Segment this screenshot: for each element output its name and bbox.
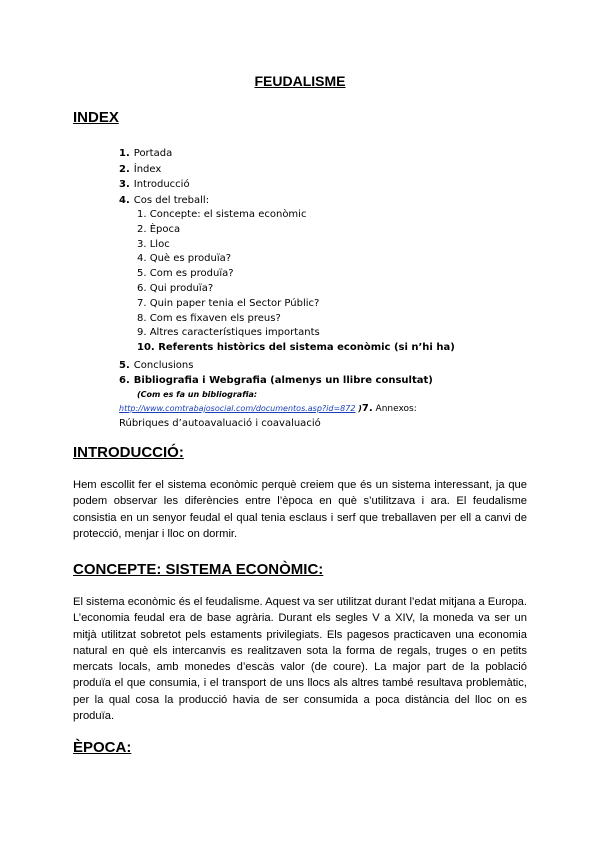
concept-heading: CONCEPTE: SISTEMA ECONÒMIC: xyxy=(73,561,324,578)
epoca-heading: ÈPOCA: xyxy=(73,739,132,756)
toc-item-7-num: 7. xyxy=(361,402,373,414)
document-title: FEUDALISME xyxy=(254,73,346,89)
toc-subitem: 8. Com es fixaven els preus? xyxy=(137,312,281,324)
toc-item: 4. Cos del treball: xyxy=(119,194,210,206)
index-heading: INDEX xyxy=(73,109,119,126)
toc-subitem: 7. Quin paper tenia el Sector Públic? xyxy=(137,297,320,309)
toc-item: 2. Índex xyxy=(119,163,162,175)
intro-heading: INTRODUCCIÓ: xyxy=(73,444,184,461)
intro-paragraph: Hem escollit fer el sistema econòmic perquè creiem que és un sistema interessant, ja que podem observar les diferències entre l’època en què s’utilitzava i ara. El feudalisme consistia en un senyor feudal el qual tenia esclaus i serf que treballaven per ell a canvi de protecció, menjar i lloc on dormir. xyxy=(73,479,527,540)
toc-item: 6. Bibliografia i Webgrafia (almenys un llibre consultat) xyxy=(119,375,433,387)
bibliography-link-row: http://www.comtrabajosocial.com/documentos.asp?id=872 )7. Annexos: xyxy=(119,402,417,414)
toc-subitem: 10. Referents històrics del sistema econòmic (si n’hi ha) xyxy=(137,342,455,354)
toc-item: 1. Portada xyxy=(119,148,173,159)
table-of-contents xyxy=(119,146,539,431)
toc-subitem: 2. Època xyxy=(137,223,181,235)
toc-subitem: 3. Lloc xyxy=(137,238,170,250)
toc-subitem: 4. Què es produïa? xyxy=(137,253,232,265)
toc-subitem: 6. Qui produïa? xyxy=(137,282,214,294)
bibliography-link[interactable]: http://www.comtrabajosocial.com/documentos.asp?id=872 xyxy=(119,403,356,413)
toc-item: 3. Introducció xyxy=(119,179,190,190)
toc-item-7-cont: Rúbriques d’autoavaluació i coavaluació xyxy=(119,417,321,429)
toc-subitem: 5. Com es produïa? xyxy=(137,268,234,280)
toc-subitem: 9. Altres característiques importants xyxy=(137,327,320,339)
bibliography-note: (Com es fa un bibliografia: xyxy=(137,389,258,399)
toc-item: 5. Conclusions xyxy=(119,359,194,371)
concept-paragraph: El sistema econòmic és el feudalisme. Aquest va ser utilitzat durant l’edat mitjana a Europa. L’economia feudal era de base agrària. Durant els segles V a XIV, la moneda va ser un mitjà utilitzat sobretot pels estaments privilegiats. Els pagesos practicaven una economia natural en què els intercanvis es realitzaven sota la forma de regals, truges o en petits mercats locals, amb monedes d’escàs valor (de coure). La major part de la població produïa el que consumia, i el transport de uns llocs als altres també resultava problemàtic, per la qual cosa la producció havia de ser consumida a poca distància del lloc on es produïa. xyxy=(73,596,527,723)
toc-subitem: 1. Concepte: el sistema econòmic xyxy=(137,209,307,220)
